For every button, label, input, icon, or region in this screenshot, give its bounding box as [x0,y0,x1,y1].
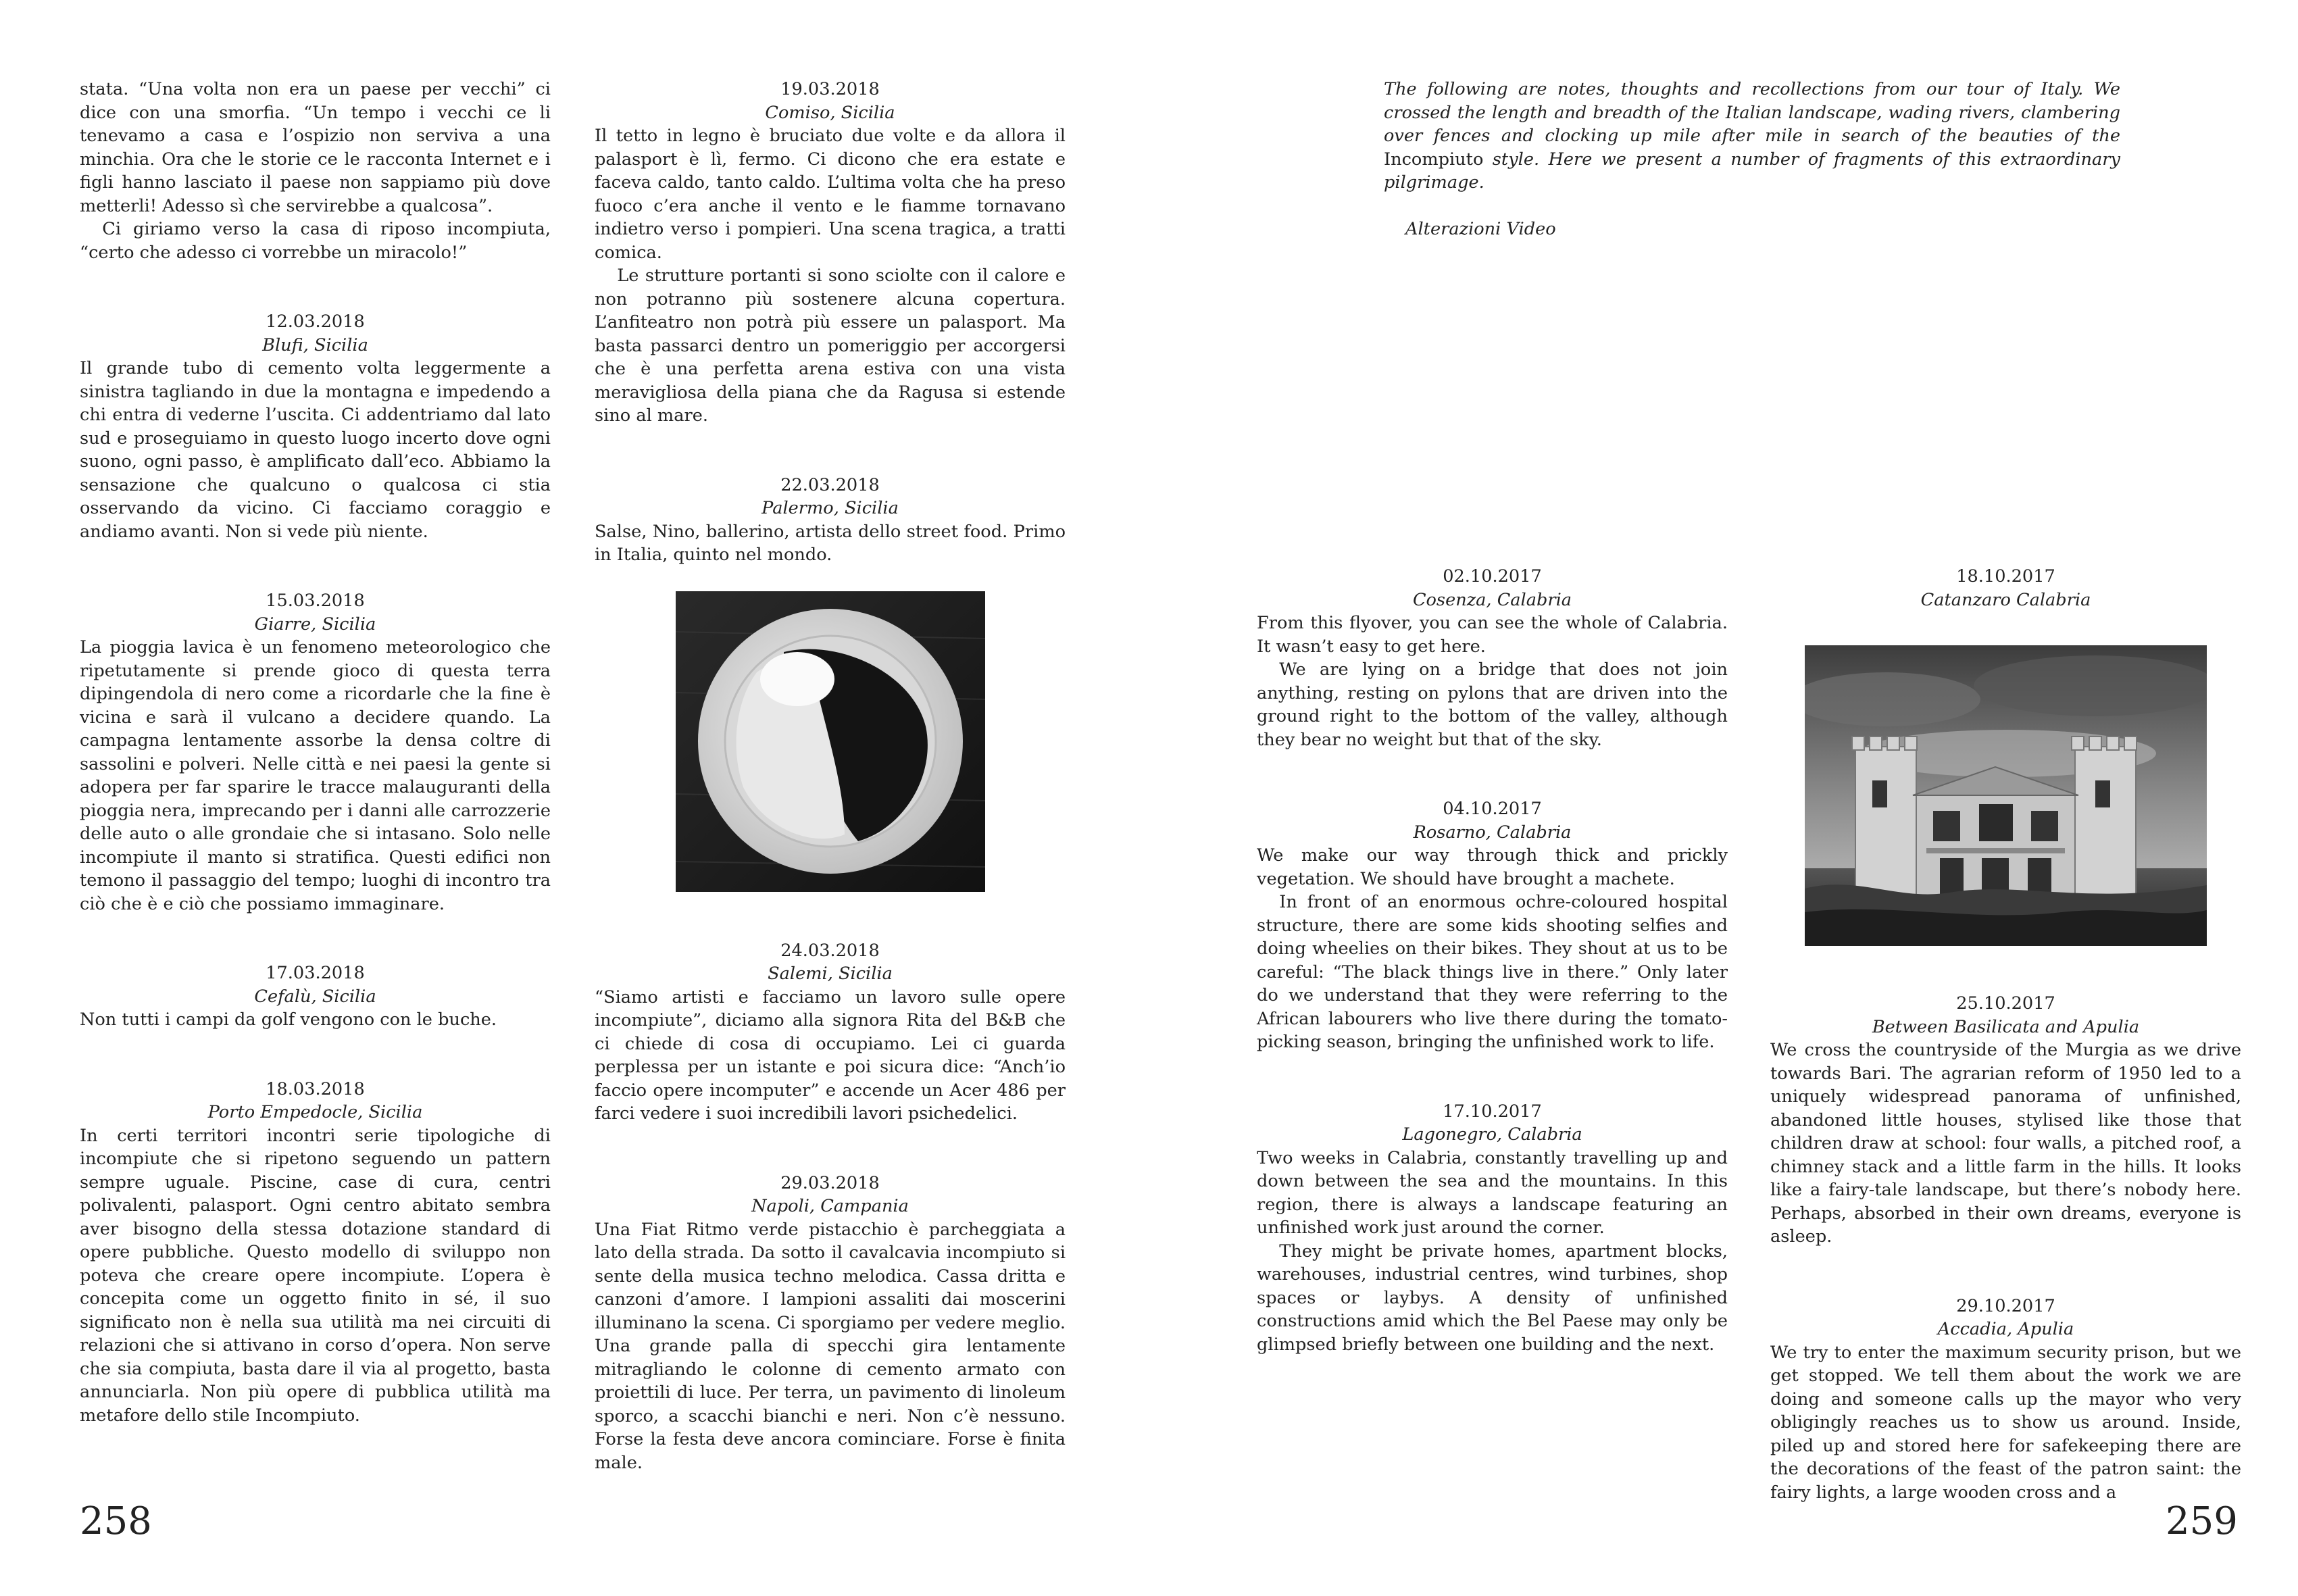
entry-place: Between Basilicata and Apulia [1872,1016,2140,1037]
diary-entry [80,962,551,1032]
entry-place: Salemi, Sicilia [768,964,893,984]
entry-date: 18.10.2017 [1956,566,2055,587]
entry-place: Rosarno, Calabria [1413,822,1572,843]
entry-place: Catanzaro Calabria [1920,589,2091,610]
entry-date: 04.10.2017 [1443,799,1542,819]
diary-entry [595,78,1066,428]
paragraph: Il tetto in legno è bruciato due volte e da allora il palasport è lì, fermo. Ci dicono che era estate e faceva caldo, tanto caldo. L’ultima volta che ha preso fuoco c’era anche il vento e le fiamme tornavano indietro verso i pompieri. Una scena tragica, a tratti comica. [595,126,1066,263]
right-column-2 [1770,565,2241,1550]
castle-photo-image [1805,645,2207,946]
diary-entry [80,589,551,916]
paragraph: In certi territori incontri serie tipologiche di incompiute che si ripetono seguendo un pattern sempre uguale. Piscine, case di cura, centri polivalenti, palasport. Ogni centro abitato sembra aver bisogno della stessa dotazione standard di opere pubbliche. Questo modello di sviluppo non poteva che creare opere incompiute. L’opera è concepita come un oggetto finito in sé, il suo significato non è nella sua utilità ma nei circuiti di relazioni che si attivano in corso d’opera. Non serve che sia compiuta, basta dare il via al progetto, basta annunciarla. Non più opere di pubblica utilità ma metafore dello stile Incompiuto. [80,1125,551,1426]
paragraph: La pioggia lavica è un fenomeno meteorologico che ripetutamente si prende gioco di questa terra dipingendola di nero come a ricordarle che la fine è vicina e sarà il vulcano a decidere quando. La campagna lentamente assorbe la densa coltre di sassolini e polveri. Nelle città e nei paesi la gente si adopera per far sparire le tracce malauguranti della pioggia nera, imprecando per i danni alle carrozzerie delle auto o alle grondaie che si intasano. Solo nelle incompiute il manto si stratifica. Questi edifici non temono il passaggio del tempo; luoghi di incontro tra ciò che è e ciò che possiamo immaginare. [80,637,551,914]
paragraph: Ci giriamo verso la casa di riposo incompiuta, “certo che adesso ci vorrebbe un miracolo!” [80,219,551,263]
entry-place: Blufi, Sicilia [262,334,368,355]
left-column-2 [595,78,1066,1520]
paragraph: Una Fiat Ritmo verde pistacchio è parcheggiata a lato della strada. Da sotto il cavalcavia incompiuto si sente della musica techno melodica. Cassa dritta e canzoni d’amore. I lampioni assaliti dai moscerini illuminano la scena. Ci sporgiamo per vedere meglio. Una grande palla di specchi gira lentamente mitragliando le colonne di cemento armato con proiettili di luce. Per terra, un pavimento di linoleum sporco, a scacchi bianchi e neri. Non c’è nessuno. Forse la festa deve ancora cominciare. Forse è finita male. [595,1219,1066,1473]
intro-text [1384,78,2120,195]
entry-place: Giarre, Sicilia [254,614,376,634]
diary-entry [80,310,551,543]
paragraph: Le strutture portanti si sono sciolte con il calore e non potranno più sostenere alcuna copertura. L’anfiteatro non potrà più essere un palasport. Ma basta passarci dentro un pomeriggio per accorgersi che è una perfetta arena estiva con una vista meravigliosa della piana che da Ragusa si estende sino al mare. [595,266,1066,426]
page-number-right: 259 [2166,1499,2238,1543]
plate-photo-image [676,591,985,892]
plate-photo [676,591,985,892]
entry-place: Porto Empedocle, Sicilia [207,1102,423,1122]
entry-place: Cosenza, Calabria [1412,589,1572,610]
page-number-left: 258 [80,1499,152,1543]
paragraph: Two weeks in Calabria, constantly travelling up and down between the sea and the mountains. In this region, there is always a landscape featuring an unfinished work just around the corner. [1257,1147,1728,1238]
entry-date: 29.10.2017 [1956,1295,2055,1316]
entry-place: Comiso, Sicilia [765,102,895,123]
entry-date: 17.03.2018 [266,963,365,983]
diary-entry [1770,1295,2241,1505]
entry-date: 02.10.2017 [1443,566,1542,587]
paragraph: We try to enter the maximum security prison, but we get stopped. We tell them about the work we are doing and someone calls up the mayor who very obligingly reaches us to show us around. Inside, piled up and stored here for safekeeping there are the decorations of the feast of the patron saint: the fairy lights, a large wooden cross and a [1770,1342,2241,1503]
castle-photo [1805,645,2207,946]
left-column-1 [80,78,551,1473]
paragraph: Non tutti i campi da golf vengono con le buche. [80,1009,497,1030]
entry-date: 25.10.2017 [1956,993,2055,1014]
entry-place: Palermo, Sicilia [761,498,899,518]
diary-entry [1257,1100,1728,1357]
diary-entry [80,1078,551,1428]
paragraph: Il grande tubo di cemento volta leggermente a sinistra tagliando in due la montagna e impedendo a chi entra di vederne l’uscita. Ci addentriamo dal lato sud e proseguiamo in questo luogo incerto dove ogni suono, ogni passo, è amplificato dall’eco. Abbiamo la sensazione che qualcuno o qualcosa ci stia osservando da vicino. Ci facciamo coraggio e andiamo avanti. Non si vede più niente. [80,358,551,542]
entry-date: 15.03.2018 [266,591,365,611]
paragraph: We make our way through thick and prickly vegetation. We should have brought a machete. [1257,845,1728,889]
paragraph: We are lying on a bridge that does not join anything, resting on pylons that are driven into the ground right to the bottom of the valley, although they bear no weight but that of the sky. [1257,659,1728,750]
entry-date: 19.03.2018 [780,79,880,99]
opening-fragment [80,78,551,264]
intro-text-b: Incompiuto [1384,149,1484,170]
entry-date: 29.03.2018 [780,1172,880,1193]
paragraph: Salse, Nino, ballerino, artista dello street food. Primo in Italia, quinto nel mondo. [595,521,1066,565]
diary-entry [595,474,1066,567]
intro-text-a: The following are notes, thoughts and recollections from our tour of Italy. We crossed the length and breadth of the Italian landscape, wading rivers, clambering over fences and clocking up mile after mile in search of the beauties of the [1384,79,2120,146]
entry-place: Napoli, Campania [751,1196,909,1216]
entry-date: 18.03.2018 [266,1078,365,1099]
entry-date: 24.03.2018 [780,940,880,961]
diary-entry [595,1172,1066,1475]
paragraph: In front of an enormous ochre-coloured hospital structure, there are some kids shooting selfies and doing wheelies on their bikes. They shout at us to be careful: “The black things live in there.” Only later do we understand that they were referring to the African labourers who live there during the tomato-picking season, bringing the unfinished work to life. [1257,892,1728,1052]
paragraph: From this flyover, you can see the whole of Calabria. It wasn’t easy to get here. [1257,613,1728,657]
entry-date: 17.10.2017 [1443,1101,1542,1122]
diary-entry [1257,565,1728,751]
diary-entry [1770,992,2241,1249]
photo-entry [1770,565,2241,946]
paragraph: We cross the countryside of the Murgia as we drive towards Bari. The agrarian reform of 1950 led to a uniquely widespread panorama of unfinished, abandoned little houses, stylised like those that children draw at school: four walls, a pitched roof, a chimney stack and a little farm in the hills. It looks like a fairy-tale landscape, but there’s nobody here. Perhaps, absorbed in their own dreams, everyone is asleep. [1770,1040,2241,1247]
entry-place: Lagonegro, Calabria [1402,1124,1582,1145]
diary-entry [1257,797,1728,1054]
paragraph: stata. “Una volta non era un paese per vecchi” ci dice con una smorfia. “Un tempo i vecchi ce li tenevamo a casa e l’ospizio non serviva a una minchia. Ora che le storie ce le racconta Internet e i figli hanno lasciato il paese non sappiamo più dove metterli! Adesso sì che servirebbe a qualcosa”. [80,79,551,216]
entry-date: 12.03.2018 [266,311,365,332]
entry-place: Accadia, Apulia [1937,1319,2074,1339]
entry-date: 22.03.2018 [780,474,880,495]
entry-place: Cefalù, Sicilia [254,986,376,1007]
intro-block [1384,78,2120,241]
intro-signature: Alterazioni Video [1405,218,1556,239]
paragraph: “Siamo artisti e facciamo un lavoro sulle opere incompiute”, diciamo alla signora Rita del B&B che ci chiede di cosa di occupiamo. Lei ci guarda perplessa per un istante e poi sicura dice: “Anch’io faccio opere incomputer” e accende un Acer 486 per farci vedere i suoi incredibili lavori psichedelici. [595,987,1066,1124]
diary-entry [595,939,1066,1126]
right-column-1 [1257,565,1728,1402]
intro-text-c: style. Here we present a number of fragments of this extraordinary pilgrimage. [1384,149,2120,193]
paragraph: They might be private homes, apartment blocks, warehouses, industrial centres, wind turbines, shop spaces or laybys. A density of unfinished constructions amid which the Bel Paese may only be glimpsed briefly between one building and the next. [1257,1241,1728,1355]
